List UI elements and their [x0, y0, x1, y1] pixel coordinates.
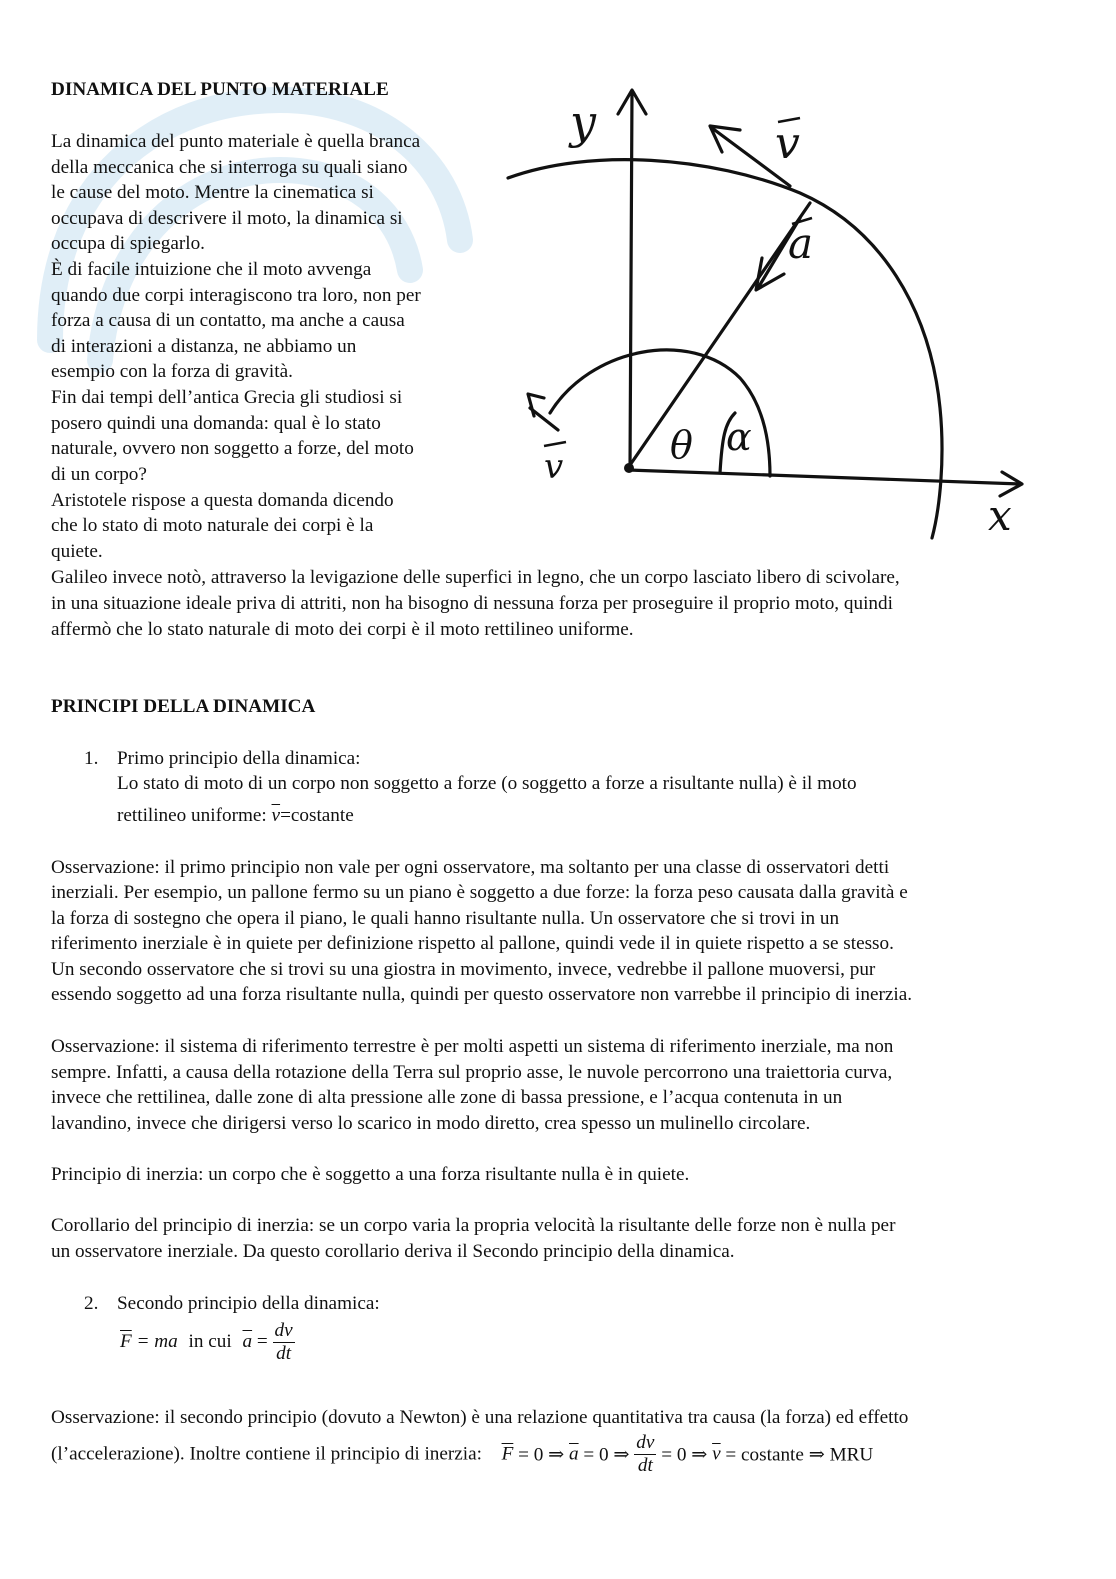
x-axis: [628, 470, 1020, 484]
chain-eq2: = 0 ⇒: [583, 1444, 630, 1466]
v-label: v: [775, 118, 800, 169]
chain-F: $\overline{F}$: [501, 1443, 514, 1465]
text-line: esempio con la forza di gravità.: [51, 361, 293, 382]
y-axis-label: y: [570, 95, 596, 149]
alpha-label: α: [726, 415, 752, 459]
v-small-label: v: [544, 447, 564, 487]
circular-motion-diagram: [500, 78, 1040, 558]
text-line: che lo stato di moto naturale dei corpi è la: [51, 515, 374, 536]
text-line: riferimento inerziale è in quiete per definizione rispetto al pallone, quindi vede il in quiete rispetto a se stesso.: [51, 933, 894, 954]
chain-denominator: dt: [637, 1455, 653, 1476]
text-line: forza a causa di un contatto, ma anche a causa: [51, 310, 405, 331]
chain-tail: = costante ⇒ MRU: [725, 1444, 874, 1466]
text-line: di interazioni a distanza, ne abbiamo un: [51, 336, 357, 357]
eq-ma: = ma: [136, 1330, 178, 1352]
text-line: occupa di spiegarlo.: [51, 233, 205, 254]
text-line: le cause del moto. Mentre la cinematica si: [51, 182, 374, 203]
chain-eq3: = 0 ⇒: [661, 1444, 708, 1466]
item1-title: Primo principio della dinamica:: [117, 748, 361, 769]
chain-a: $\overline{a}$: [569, 1443, 579, 1465]
text-line: inerziali. Per esempio, un pallone fermo su un piano è soggetto a due forze: la forza peso causata dalla gravità e: [51, 882, 908, 903]
item1-line2-prefix: rettilineo uniforme:: [117, 805, 267, 826]
derivative-fraction: [273, 1320, 295, 1365]
text-line: occupava di descrivere il moto, la dinamica si: [51, 208, 403, 229]
fraction-denominator: dt: [276, 1343, 292, 1364]
list-number-1: 1.: [84, 748, 99, 769]
item2-title: Secondo principio della dinamica:: [117, 1293, 380, 1314]
text-line: sempre. Infatti, a causa della rotazione della Terra sul proprio asse, le nuvole percorrono una traiettoria curva,: [51, 1062, 893, 1083]
observation-3-line1: Osservazione: il secondo principio (dovuto a Newton) è una relazione quantitativa tra causa (la forza) ed effetto: [51, 1407, 909, 1428]
text-line: un osservatore inerziale. Da questo corollario deriva il Secondo principio della dinamica.: [51, 1241, 735, 1262]
item1-line2-suffix: =costante: [280, 805, 354, 826]
a-label: a: [788, 219, 814, 268]
text-line: naturale, ovvero non soggetto a forze, del moto: [51, 438, 414, 459]
inertia-principle: Principio di inerzia: un corpo che è soggetto a una forza risultante nulla è in quiete.: [51, 1164, 690, 1185]
text-line: Galileo invece notò, attraverso la levigazione delle superfici in legno, che un corpo lasciato libero di scivolare,: [51, 567, 900, 588]
text-line: affermò che lo stato naturale di moto dei corpi è il moto rettilineo uniforme.: [51, 619, 634, 640]
text-line: posero quindi una domanda: qual è lo stato: [51, 413, 381, 434]
text-line: La dinamica del punto materiale è quella branca: [51, 131, 421, 152]
chain-numerator: dv: [636, 1432, 655, 1453]
page-title: DINAMICA DEL PUNTO MATERIALE: [51, 79, 389, 100]
theta-label: θ: [670, 423, 693, 467]
observation-3-prefix: (l’accelerazione). Inoltre contiene il principio di inerzia:: [51, 1443, 482, 1465]
text-line: quando due corpi interagiscono tra loro, non per: [51, 285, 421, 306]
y-axis: [630, 92, 632, 470]
list-number-2: 2.: [84, 1293, 99, 1314]
text-line: Osservazione: il sistema di riferimento terrestre è per molti aspetti un sistema di riferimento inerziale, ma non: [51, 1036, 894, 1057]
radius-line: [628, 203, 810, 468]
acceleration-symbol: $\overline{a}$: [242, 1330, 253, 1352]
text-line: della meccanica che si interroga su quali siano: [51, 157, 408, 178]
chain-eq1: = 0 ⇒: [518, 1444, 565, 1466]
text-line: di un corpo?: [51, 464, 147, 485]
chain-fraction: [634, 1432, 656, 1477]
x-axis-label: x: [988, 491, 1012, 540]
text-line: Un secondo osservatore che si trovi su una giostra in movimento, invece, vedrebbe il pallone muoversi, pur: [51, 959, 876, 980]
text-line: invece che rettilinea, dalle zone di alta pressione alle zone di bassa pressione, e l’acqua contenuta in un: [51, 1087, 843, 1108]
in-cui-text: in cui: [188, 1330, 232, 1352]
text-line: quiete.: [51, 541, 103, 562]
fraction-numerator: dv: [274, 1320, 293, 1341]
equals-sign: =: [256, 1330, 268, 1352]
item1-line1: Lo stato di moto di un corpo non soggetto a forze (o soggetto a forze a risultante nulla) è il moto: [117, 773, 857, 794]
section-title-principi: PRINCIPI DELLA DINAMICA: [51, 696, 316, 717]
text-line: Aristotele rispose a questa domanda dicendo: [51, 490, 394, 511]
text-line: Osservazione: il primo principio non vale per ogni osservatore, ma soltanto per una classe di osservatori detti: [51, 857, 890, 878]
observation-3-line2: [51, 1432, 873, 1477]
text-line: Fin dai tempi dell’antica Grecia gli studiosi si: [51, 387, 403, 408]
trajectory-arc: [508, 160, 942, 538]
force-symbol: $\overline{F}$: [120, 1330, 132, 1352]
text-line: la forza di sostegno che opera il piano, le quali hanno risultante nulla. Un osservatore che si trovi in un: [51, 908, 840, 929]
second-law-formula: [120, 1320, 295, 1365]
velocity-symbol: $\overline{v}$: [271, 805, 281, 826]
origin-point: [624, 463, 634, 473]
chain-v: $\overline{v}$: [712, 1443, 721, 1465]
text-line: È di facile intuizione che il moto avvenga: [51, 259, 372, 280]
text-line: lavandino, invece che dirigersi verso lo scarico in modo diretto, crea spesso un mulinello circolare.: [51, 1113, 811, 1134]
text-line: essendo soggetto ad una forza risultante nulla, quindi per questo osservatore non varrebbe il principio di inerzia.: [51, 984, 913, 1005]
text-line: Corollario del principio di inerzia: se un corpo varia la propria velocità la risultante delle forze non è nulla per: [51, 1215, 896, 1236]
text-line: in una situazione ideale priva di attriti, non ha bisogno di nessuna forza per proseguire il proprio moto, quindi: [51, 593, 893, 614]
item1-line2: [117, 803, 354, 829]
